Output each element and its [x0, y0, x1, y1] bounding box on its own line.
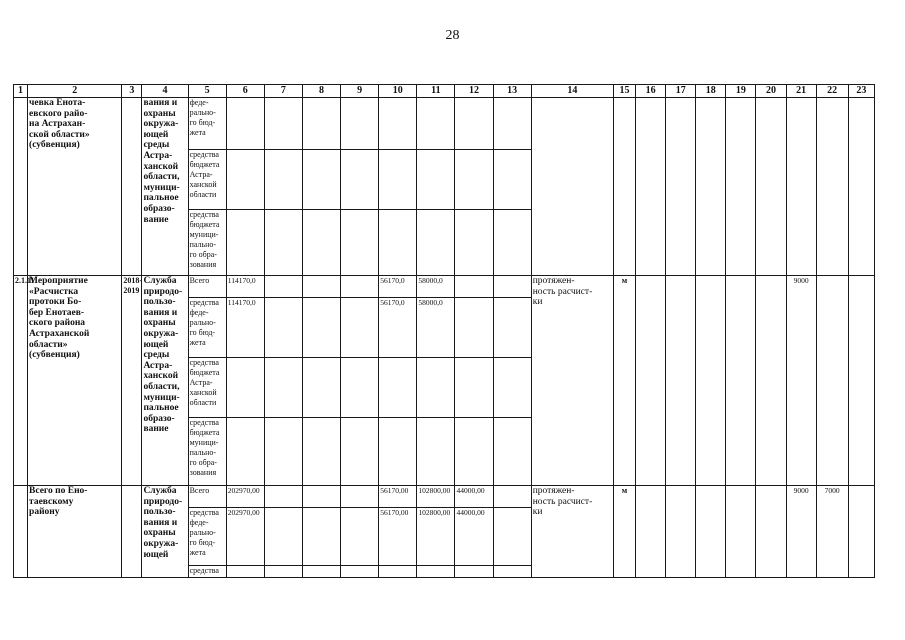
indicator-value: 9000	[786, 276, 816, 486]
amount: 56170,0	[379, 298, 417, 358]
amount: 102800,00	[417, 508, 455, 566]
col-number: 20	[756, 85, 786, 98]
unit: м	[614, 276, 636, 486]
col-number: 21	[786, 85, 816, 98]
block2-total-row	[14, 276, 875, 298]
indicator: протяжен- ность расчист- ки	[531, 486, 613, 578]
cell-indicator	[531, 98, 613, 276]
amount: 56170,00	[379, 508, 417, 566]
cell-period	[122, 486, 142, 578]
funding-source: Всего	[188, 486, 226, 508]
funding-source: Всего	[188, 276, 226, 298]
funding-source: средства феде- рально- го бюд- жета	[188, 508, 226, 566]
cell-code	[14, 98, 28, 276]
col-number: 9	[341, 85, 379, 98]
unit: м	[614, 486, 636, 578]
event-name: Мероприятие «Расчистка протоки Бо- бер Енотаев- ского района Астраханской области» (субвенция)	[28, 276, 122, 486]
program-table	[13, 84, 875, 578]
col-number: 12	[455, 85, 493, 98]
col-number: 17	[666, 85, 696, 98]
col-number: 14	[531, 85, 613, 98]
event-code: 2.1.11	[14, 276, 28, 486]
cell-code	[14, 486, 28, 578]
executor: Служба природо- пользо- вания и охраны окружа- ющей	[142, 486, 188, 578]
col-number: 1	[14, 85, 28, 98]
page-number: 28	[445, 28, 460, 43]
block1-federal-row	[14, 98, 875, 150]
funding-source: средства бюджета муници- пально- го обра- зования	[188, 418, 226, 486]
funding-source: средства феде- рально- го бюд- жета	[188, 298, 226, 358]
col-number: 5	[188, 85, 226, 98]
col-number: 2	[28, 85, 122, 98]
block3-total-row	[14, 486, 875, 508]
amount: 202970,00	[226, 486, 264, 508]
indicator-value: 7000	[816, 486, 848, 578]
col-number: 8	[302, 85, 340, 98]
col-number: 10	[379, 85, 417, 98]
col-number: 11	[417, 85, 455, 98]
col-number: 16	[636, 85, 666, 98]
col-number: 23	[848, 85, 874, 98]
col-number: 19	[726, 85, 756, 98]
amount: 44000,00	[455, 508, 493, 566]
funding-source: средства бюджета Астра- ханской области	[188, 358, 226, 418]
executor: вания и охраны окружа- ющей среды Астра- ханской области, муници- пальное образо- вание	[142, 98, 188, 276]
column-number-row	[14, 85, 875, 98]
funding-source: средства бюджета муници- пально- го обра- зования	[188, 210, 226, 276]
col-number: 15	[614, 85, 636, 98]
col-number: 22	[816, 85, 848, 98]
cell-period	[122, 98, 142, 276]
amount: 114170,0	[226, 276, 264, 298]
amount: 58000,0	[417, 276, 455, 298]
col-number: 13	[493, 85, 531, 98]
col-number: 7	[264, 85, 302, 98]
funding-source: феде- рально- го бюд- жета	[188, 98, 226, 150]
funding-source: средства бюджета Астра- ханской области	[188, 150, 226, 210]
amount: 56170,0	[379, 276, 417, 298]
amount: 56170,00	[379, 486, 417, 508]
amount: 114170,0	[226, 298, 264, 358]
amount: 102800,00	[417, 486, 455, 508]
funding-source: средства	[188, 566, 226, 578]
amount: 202970,00	[226, 508, 264, 566]
col-number: 6	[226, 85, 264, 98]
amount: 44000,00	[455, 486, 493, 508]
cell-unit	[614, 98, 636, 276]
indicator: протяжен- ность расчист- ки	[531, 276, 613, 486]
col-number: 4	[142, 85, 188, 98]
col-number: 18	[696, 85, 726, 98]
col-number: 3	[122, 85, 142, 98]
event-name: чевка Енота- евского райо- на Астрахан- ской области» (субвенция)	[28, 98, 122, 276]
event-period: 2018- 2019	[122, 276, 142, 486]
amount: 58000,0	[417, 298, 455, 358]
indicator-value: 9000	[786, 486, 816, 578]
executor: Служба природо- пользо- вания и охраны окружа- ющей среды Астра- ханской области, муници- пальное образо- вание	[142, 276, 188, 486]
summary-name: Всего по Ено- таевскому району	[28, 486, 122, 578]
